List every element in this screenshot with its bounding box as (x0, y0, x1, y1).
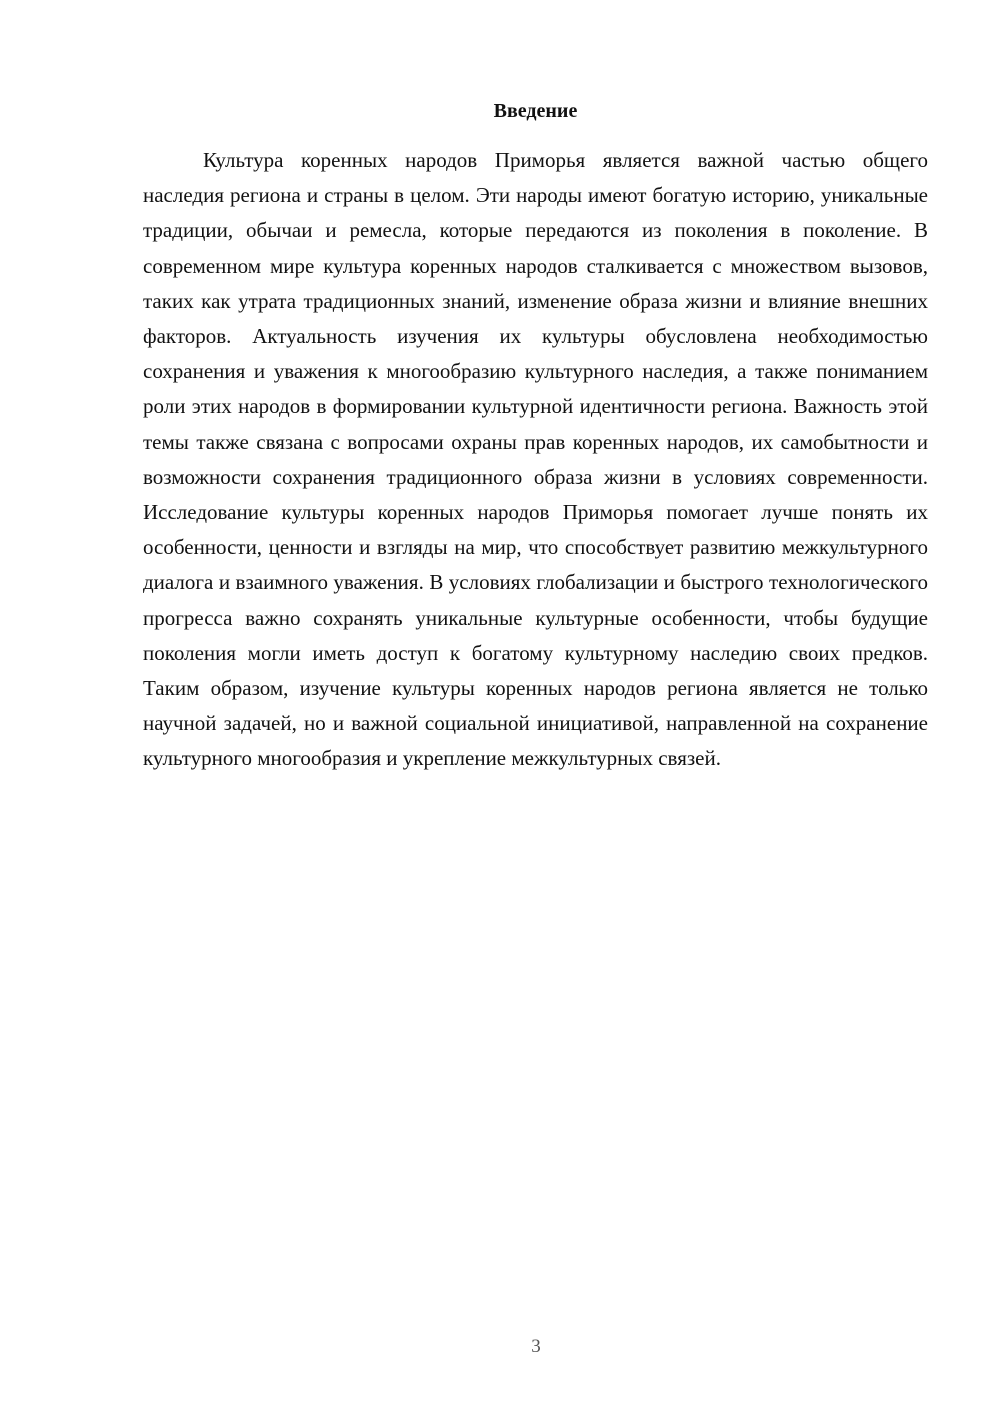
page-number: 3 (531, 1336, 541, 1357)
section-heading: Введение (493, 100, 578, 122)
body-paragraph: Культура коренных народов Приморья является важной частью общего наследия региона и страны в целом. Эти народы имеют богатую историю, уникальные традиции, обычаи и ремесла, которые передаются из поколения в поколение. В современном мире культура коренных народов сталкивается с множеством вызовов, таких как утрата традиционных знаний, изменение образа жизни и влияние внешних факторов. Актуальность изучения их культуры обусловлена необходимостью сохранения и уважения к многообразию культурного наследия, а также пониманием роли этих народов в формировании культурной идентичности региона. Важность этой темы также связана с вопросами охраны прав коренных народов, их самобытности и возможности сохранения традиционного образа жизни в условиях современности. Исследование культуры коренных народов Приморья помогает лучше понять их особенности, ценности и взгляды на мир, что способствует развитию межкультурного диалога и взаимного уважения. В условиях глобализации и быстрого технологического прогресса важно сохранять уникальные культурные особенности, чтобы будущие поколения могли иметь доступ к богатому культурному наследию своих предков. Таким образом, изучение культуры коренных народов региона является не только научной задачей, но и важной социальной инициативой, направленной на сохранение культурного многообразия и укрепление межкультурных связей. (143, 148, 928, 771)
